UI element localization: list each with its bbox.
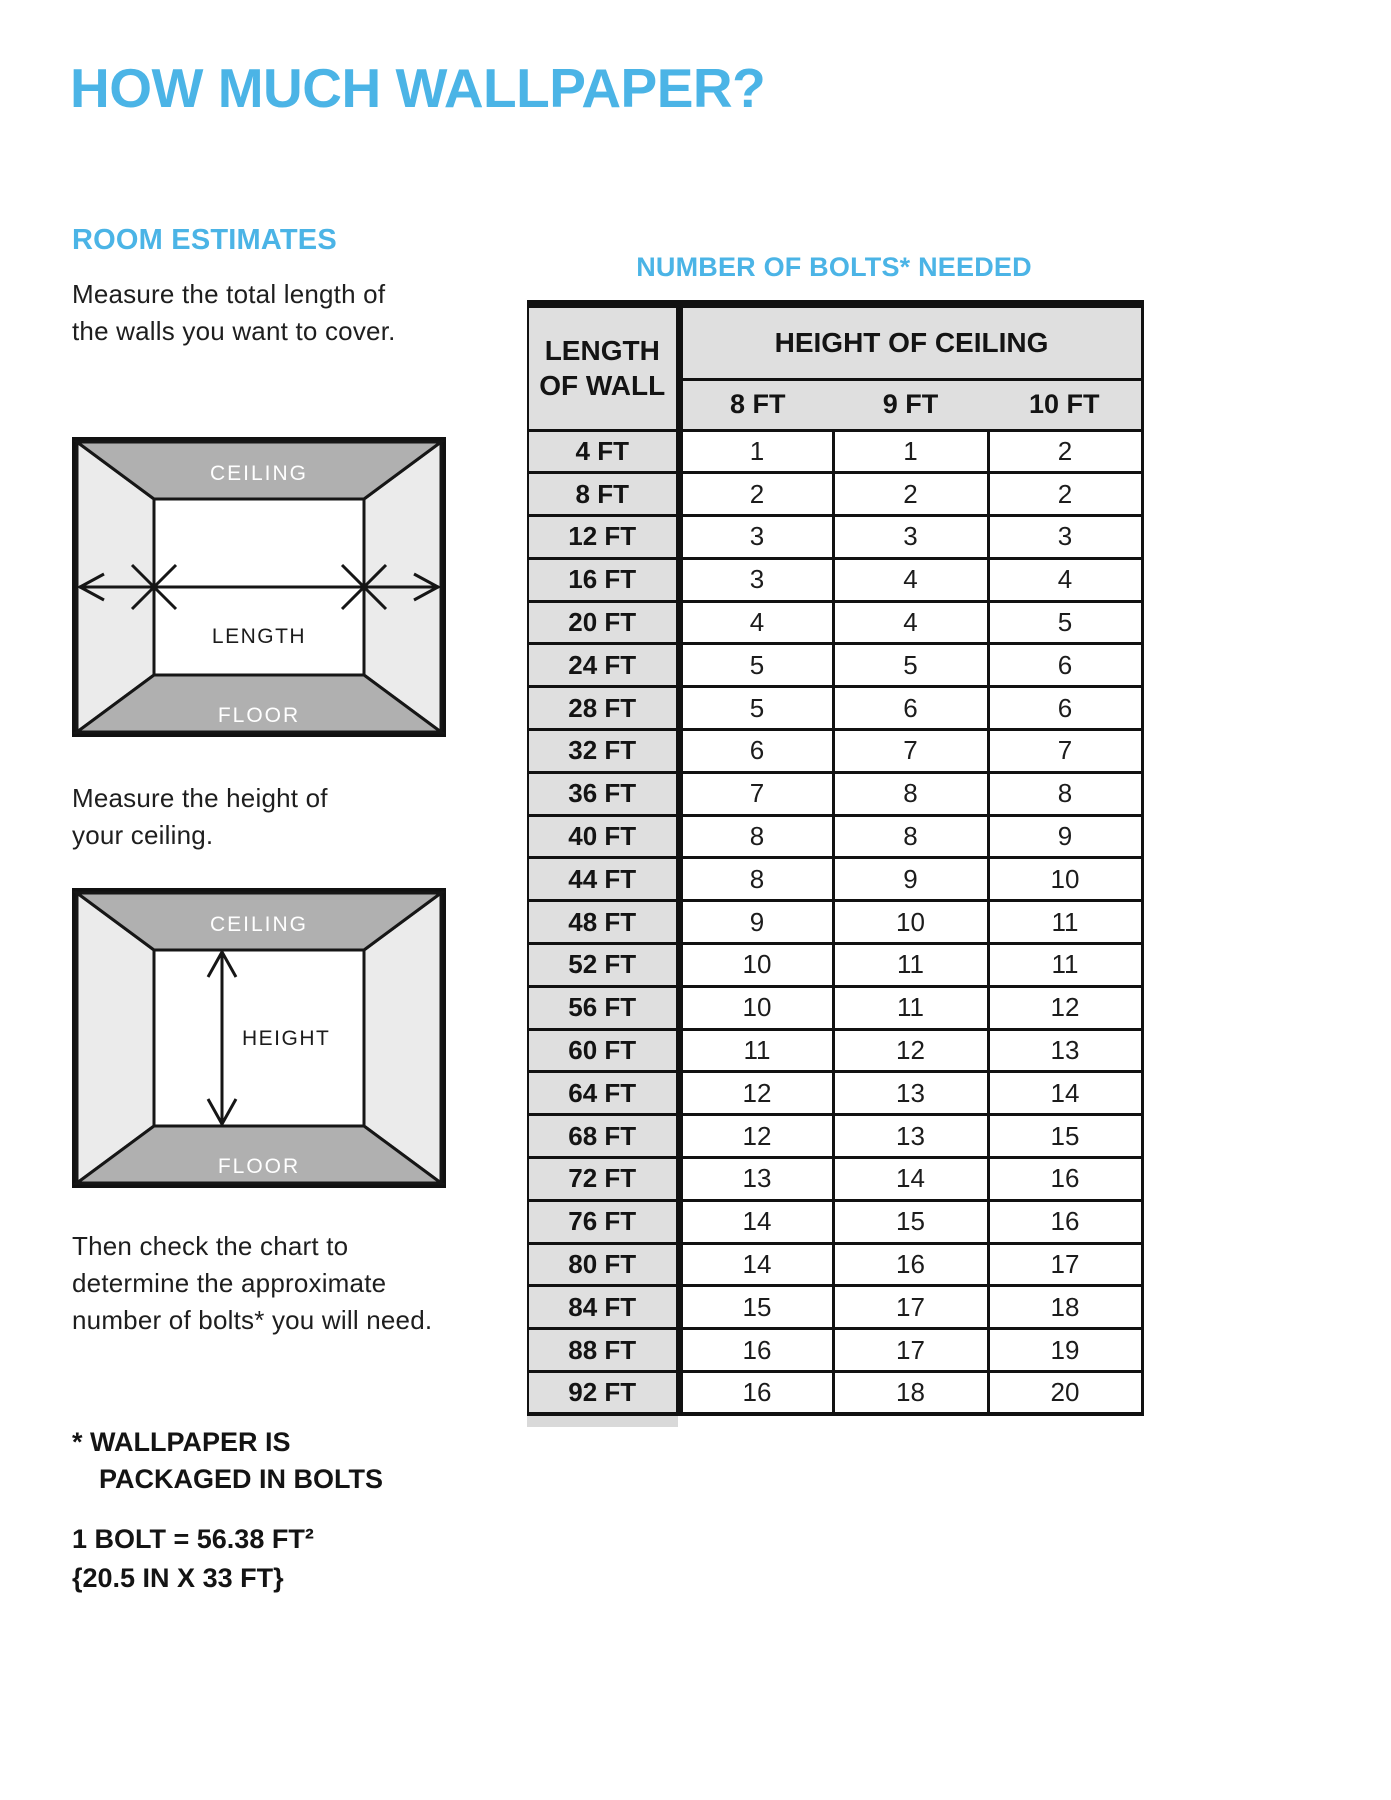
length-of-wall-cell: 88 FT <box>528 1329 679 1372</box>
bolts-value-cell: 11 <box>679 1029 833 1072</box>
bolts-value-cell: 11 <box>833 986 988 1029</box>
bolts-value-cell: 14 <box>679 1243 833 1286</box>
bolts-value-cell: 16 <box>833 1243 988 1286</box>
step1-instruction <box>72 276 396 350</box>
length-of-wall-cell: 4 FT <box>528 430 679 473</box>
bolts-value-cell: 9 <box>988 815 1142 858</box>
step2-instruction <box>72 780 328 854</box>
length-header-line: OF WALL <box>539 370 666 402</box>
floor-label: FLOOR <box>217 704 301 727</box>
table-row <box>528 1329 1142 1372</box>
step3-line: Then check the chart to <box>72 1231 349 1261</box>
bolts-value-cell: 16 <box>988 1200 1142 1243</box>
bolts-value-cell: 3 <box>833 516 988 559</box>
bolts-value-cell: 19 <box>988 1329 1142 1372</box>
bolts-value-cell: 7 <box>988 730 1142 773</box>
bolts-value-cell: 13 <box>833 1072 988 1115</box>
table-row <box>528 772 1142 815</box>
table-row <box>528 1158 1142 1201</box>
bolts-value-cell: 3 <box>988 516 1142 559</box>
bolts-value-cell: 6 <box>833 687 988 730</box>
room-estimates-heading: ROOM ESTIMATES <box>72 224 337 256</box>
table-row <box>528 516 1142 559</box>
bolts-value-cell: 16 <box>679 1372 833 1415</box>
bolts-value-cell: 3 <box>679 516 833 559</box>
table-header <box>528 304 1142 430</box>
bolts-value-cell: 10 <box>988 858 1142 901</box>
bolts-value-cell: 4 <box>833 558 988 601</box>
bolts-value-cell: 7 <box>833 730 988 773</box>
table-row <box>528 858 1142 901</box>
bolts-value-cell: 8 <box>833 772 988 815</box>
length-of-wall-cell: 40 FT <box>528 815 679 858</box>
bolts-value-cell: 5 <box>988 601 1142 644</box>
bolt-size-info <box>72 1520 314 1598</box>
table-row <box>528 730 1142 773</box>
step3-line: number of bolts* you will need. <box>72 1305 433 1335</box>
step1-line: the walls you want to cover. <box>72 316 396 346</box>
bolt-size-line: {20.5 IN X 33 FT} <box>72 1563 284 1593</box>
length-of-wall-cell: 68 FT <box>528 1115 679 1158</box>
length-of-wall-cell: 8 FT <box>528 473 679 516</box>
length-header-line: LENGTH <box>544 335 660 367</box>
bolts-value-cell: 6 <box>988 644 1142 687</box>
column-header-8ft: 8 FT <box>679 379 833 430</box>
bolts-value-cell: 17 <box>833 1329 988 1372</box>
table-row <box>528 558 1142 601</box>
bolts-value-cell: 6 <box>988 687 1142 730</box>
bolts-footnote <box>72 1424 383 1498</box>
bolts-value-cell: 13 <box>988 1029 1142 1072</box>
table-row <box>528 430 1142 473</box>
footnote-line: PACKAGED IN BOLTS <box>99 1464 384 1494</box>
table-row <box>528 901 1142 944</box>
bolt-size-line: 1 BOLT = 56.38 FT² <box>72 1524 314 1554</box>
bolts-value-cell: 2 <box>988 430 1142 473</box>
bolts-value-cell: 4 <box>679 601 833 644</box>
length-of-wall-cell: 16 FT <box>528 558 679 601</box>
length-of-wall-cell: 76 FT <box>528 1200 679 1243</box>
ceiling-label: CEILING <box>209 913 309 936</box>
room-height-diagram <box>72 888 446 1188</box>
height-label: HEIGHT <box>242 1027 331 1050</box>
table-row <box>528 1372 1142 1415</box>
bolts-value-cell: 4 <box>988 558 1142 601</box>
length-of-wall-cell: 80 FT <box>528 1243 679 1286</box>
length-of-wall-cell: 52 FT <box>528 944 679 987</box>
ceiling-label: CEILING <box>209 462 309 485</box>
bolts-value-cell: 5 <box>679 644 833 687</box>
bolts-value-cell: 10 <box>679 986 833 1029</box>
bolts-value-cell: 8 <box>679 815 833 858</box>
bolts-table-section <box>527 252 1141 1427</box>
bolts-value-cell: 12 <box>833 1029 988 1072</box>
bolts-value-cell: 14 <box>833 1158 988 1201</box>
length-of-wall-cell: 84 FT <box>528 1286 679 1329</box>
length-of-wall-cell: 24 FT <box>528 644 679 687</box>
table-row <box>528 1200 1142 1243</box>
bolts-value-cell: 17 <box>833 1286 988 1329</box>
bolts-value-cell: 10 <box>679 944 833 987</box>
length-of-wall-cell: 64 FT <box>528 1072 679 1115</box>
bolts-value-cell: 9 <box>833 858 988 901</box>
table-row <box>528 473 1142 516</box>
bolts-value-cell: 11 <box>833 944 988 987</box>
bolts-value-cell: 2 <box>679 473 833 516</box>
table-row <box>528 1115 1142 1158</box>
bolts-value-cell: 12 <box>679 1072 833 1115</box>
length-of-wall-cell: 72 FT <box>528 1158 679 1201</box>
bolts-value-cell: 8 <box>988 772 1142 815</box>
bolts-value-cell: 15 <box>833 1200 988 1243</box>
length-of-wall-cell: 60 FT <box>528 1029 679 1072</box>
bolts-value-cell: 8 <box>833 815 988 858</box>
length-of-wall-header <box>528 304 679 430</box>
bolts-value-cell: 1 <box>679 430 833 473</box>
bolts-value-cell: 16 <box>988 1158 1142 1201</box>
length-of-wall-cell: 48 FT <box>528 901 679 944</box>
bolts-value-cell: 11 <box>988 944 1142 987</box>
page-title: HOW MUCH WALLPAPER? <box>70 57 766 119</box>
column-header-9ft: 9 FT <box>833 379 988 430</box>
bolts-value-cell: 20 <box>988 1372 1142 1415</box>
step3-line: determine the approximate <box>72 1268 387 1298</box>
table-row <box>528 1072 1142 1115</box>
step1-line: Measure the total length of <box>72 279 386 309</box>
bolts-needed-table <box>527 300 1144 1416</box>
step3-instruction <box>72 1228 432 1339</box>
bolts-value-cell: 16 <box>679 1329 833 1372</box>
table-row <box>528 1286 1142 1329</box>
bolts-value-cell: 8 <box>679 858 833 901</box>
bolts-value-cell: 9 <box>679 901 833 944</box>
bolts-value-cell: 18 <box>833 1372 988 1415</box>
step2-line: your ceiling. <box>72 820 214 850</box>
bolts-value-cell: 15 <box>988 1115 1142 1158</box>
bolts-value-cell: 15 <box>679 1286 833 1329</box>
bolts-value-cell: 1 <box>833 430 988 473</box>
bolts-value-cell: 6 <box>679 730 833 773</box>
table-row <box>528 1029 1142 1072</box>
table-row <box>528 601 1142 644</box>
length-of-wall-cell: 32 FT <box>528 730 679 773</box>
bolts-value-cell: 18 <box>988 1286 1142 1329</box>
length-of-wall-cell: 56 FT <box>528 986 679 1029</box>
bolts-value-cell: 5 <box>833 644 988 687</box>
table-row <box>528 986 1142 1029</box>
table-row <box>528 687 1142 730</box>
bolts-value-cell: 17 <box>988 1243 1142 1286</box>
bolts-value-cell: 2 <box>833 473 988 516</box>
table-row <box>528 644 1142 687</box>
bolts-value-cell: 7 <box>679 772 833 815</box>
length-label: LENGTH <box>211 625 307 648</box>
length-of-wall-cell: 12 FT <box>528 516 679 559</box>
height-of-ceiling-header: HEIGHT OF CEILING <box>679 304 1142 379</box>
table-row <box>528 815 1142 858</box>
table-row <box>528 1243 1142 1286</box>
bolts-value-cell: 11 <box>988 901 1142 944</box>
bolts-value-cell: 2 <box>988 473 1142 516</box>
bolts-table-heading: NUMBER OF BOLTS* NEEDED <box>636 252 1032 282</box>
bolts-value-cell: 14 <box>679 1200 833 1243</box>
step2-line: Measure the height of <box>72 783 328 813</box>
length-of-wall-cell: 20 FT <box>528 601 679 644</box>
bolts-value-cell: 4 <box>833 601 988 644</box>
length-of-wall-cell: 28 FT <box>528 687 679 730</box>
bolts-value-cell: 13 <box>679 1158 833 1201</box>
room-length-diagram <box>72 437 446 737</box>
bolts-value-cell: 3 <box>679 558 833 601</box>
bolts-value-cell: 5 <box>679 687 833 730</box>
floor-label: FLOOR <box>217 1155 301 1178</box>
bolts-value-cell: 14 <box>988 1072 1142 1115</box>
length-of-wall-cell: 92 FT <box>528 1372 679 1415</box>
length-of-wall-cell: 44 FT <box>528 858 679 901</box>
column-header-10ft: 10 FT <box>988 379 1142 430</box>
bolts-value-cell: 13 <box>833 1115 988 1158</box>
bolts-value-cell: 12 <box>988 986 1142 1029</box>
table-bottom-tab <box>527 1416 678 1427</box>
bolts-value-cell: 12 <box>679 1115 833 1158</box>
table-row <box>528 944 1142 987</box>
length-of-wall-cell: 36 FT <box>528 772 679 815</box>
footnote-line: * WALLPAPER IS <box>72 1427 291 1457</box>
bolts-value-cell: 10 <box>833 901 988 944</box>
